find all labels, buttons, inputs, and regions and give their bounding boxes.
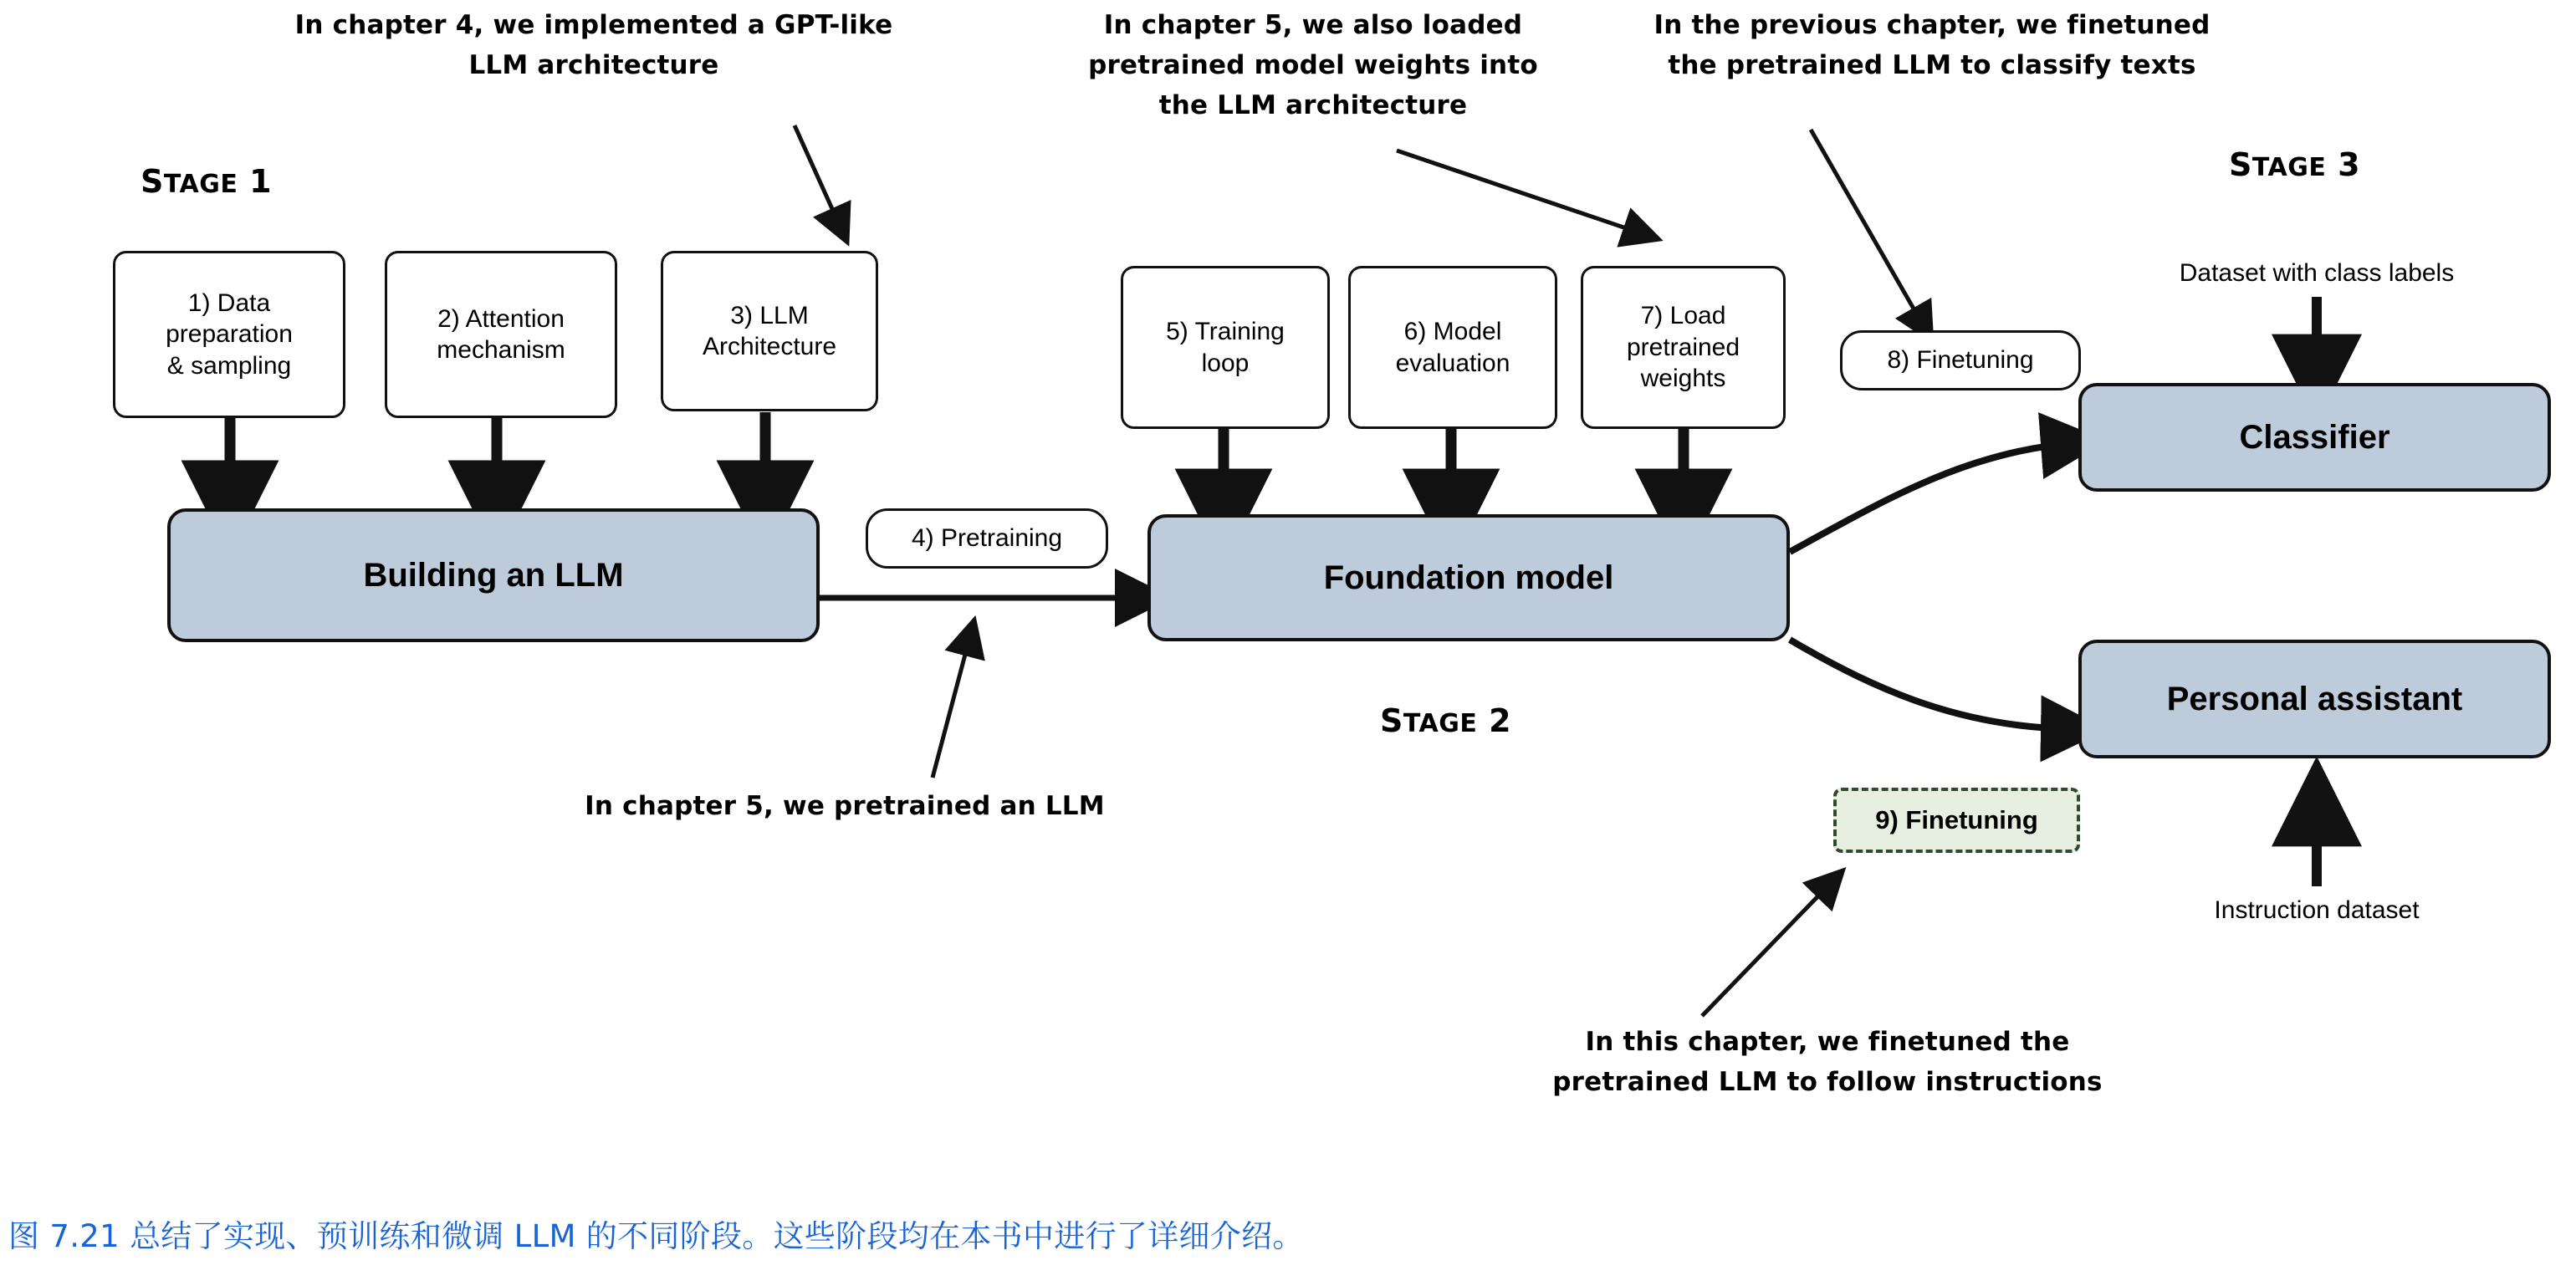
step-line: pretrained (1626, 333, 1740, 361)
dataset-label-text: Dataset with class labels (2179, 259, 2455, 287)
step-line: 8) Finetuning (1887, 346, 2034, 375)
step-line: preparation (166, 320, 293, 349)
note-line: the LLM architecture (1158, 90, 1468, 121)
note-line: In chapter 5, we pretrained an LLM (585, 791, 1105, 821)
dataset-label-text: Instruction dataset (2214, 896, 2420, 924)
stage-3-label-text: STAGE 3 (2229, 146, 2361, 183)
note-line: the pretrained LLM to classify texts (1668, 50, 2196, 81)
stage-3-label (2229, 146, 2360, 183)
step-box-7-load-pretrained-weights[interactable] (1581, 266, 1786, 429)
step-line: evaluation (1395, 349, 1510, 377)
step-line: Architecture (702, 333, 837, 360)
note-chapter-5-weights (1037, 5, 1589, 125)
note-this-chapter (1480, 1022, 2175, 1102)
main-box-classifier[interactable] (2078, 383, 2551, 492)
step-line: 6) Model (1403, 318, 1502, 345)
step-box-9-finetuning[interactable] (1833, 788, 2080, 853)
main-box-label: Building an LLM (363, 557, 624, 594)
step-box-4-pretraining[interactable] (866, 508, 1108, 569)
main-box-label: Classifier (2239, 419, 2390, 456)
step-line: 4) Pretraining (911, 524, 1063, 553)
stage-2-label-text: STAGE 2 (1380, 702, 1512, 739)
step-line: 7) Load (1640, 302, 1726, 330)
note-line: In chapter 4, we implemented a GPT-like (294, 10, 893, 40)
step-line: & sampling (166, 351, 292, 380)
step-box-8-finetuning[interactable] (1840, 330, 2081, 390)
main-box-label: Foundation model (1323, 559, 1614, 596)
figure-caption (8, 1211, 1304, 1256)
main-box-personal-assistant[interactable] (2078, 640, 2551, 758)
dataset-with-class-labels-label (2091, 259, 2543, 288)
note-chapter-4 (276, 5, 912, 85)
step-line: mechanism (437, 336, 565, 364)
step-line: 2) Attention (437, 304, 565, 333)
note-line: LLM architecture (468, 50, 719, 81)
step-box-2-attention-mechanism[interactable] (385, 251, 617, 418)
step-line: 1) Data (187, 288, 271, 317)
step-line: 3) LLM (730, 301, 809, 329)
step-line: loop (1201, 349, 1250, 377)
main-box-foundation-model[interactable] (1147, 514, 1790, 641)
note-line: In this chapter, we finetuned the (1585, 1027, 2070, 1057)
step-box-5-training-loop[interactable] (1121, 266, 1330, 429)
instruction-dataset-label (2091, 896, 2543, 925)
step-box-6-model-evaluation[interactable] (1348, 266, 1557, 429)
note-chapter-5-pretrained (485, 786, 1204, 826)
step-box-1-data-preparation[interactable] (113, 251, 345, 418)
step-line: weights (1640, 365, 1726, 393)
stage-1-label-text: STAGE 1 (141, 163, 273, 200)
main-box-building-an-llm[interactable] (167, 508, 820, 642)
stage-2-label (1380, 702, 1511, 739)
stage-1-label (141, 163, 272, 200)
step-line: 5) Training (1166, 318, 1285, 345)
step-line: 9) Finetuning (1875, 804, 2038, 834)
note-previous-chapter (1614, 5, 2250, 85)
note-line: pretrained model weights into (1088, 50, 1538, 81)
note-line: In the previous chapter, we finetuned (1653, 10, 2211, 40)
figure-caption-text: 图 7.21 总结了实现、预训练和微调 LLM 的不同阶段。这些阶段均在本书中进行了详细介绍。 (8, 1218, 1304, 1254)
main-box-label: Personal assistant (2166, 681, 2463, 717)
step-box-3-llm-architecture[interactable] (661, 251, 878, 411)
note-line: pretrained LLM to follow instructions (1552, 1067, 2103, 1098)
note-line: In chapter 5, we also loaded (1103, 10, 1523, 40)
